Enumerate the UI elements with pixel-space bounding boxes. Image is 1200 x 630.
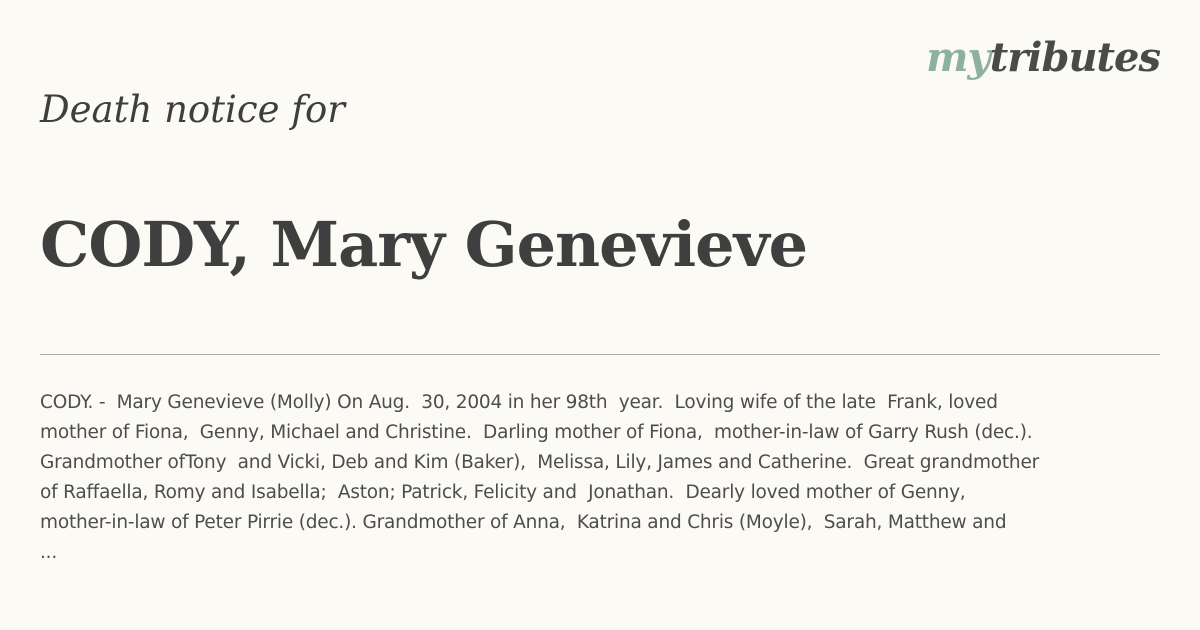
notice-line: mother-in-law of Peter Pirrie (dec.). Grandmother of Anna, Katrina and Chris (Moyle), Sarah, Matthew and	[40, 512, 1007, 533]
notice-line: CODY. - Mary Genevieve (Molly) On Aug. 30, 2004 in her 98th year. Loving wife of the late Frank, loved	[40, 392, 998, 413]
notice-ellipsis: ...	[40, 542, 58, 563]
notice-line: of Raffaella, Romy and Isabella; Aston; Patrick, Felicity and Jonathan. Dearly loved mother of Genny,	[40, 482, 966, 503]
divider	[40, 354, 1160, 355]
notice-line: Grandmother ofTony and Vicki, Deb and Kim (Baker), Melissa, Lily, James and Catherine. Great grandmother	[40, 452, 1040, 473]
notice-line: mother of Fiona, Genny, Michael and Christine. Darling mother of Fiona, mother-in-law of Garry Rush (dec.).	[40, 422, 1033, 443]
mytributes-logo[interactable]	[926, 34, 1160, 82]
logo-part-tributes: tributes	[989, 34, 1160, 81]
deceased-name: CODY, Mary Genevieve	[40, 208, 808, 281]
logo-part-my: my	[926, 34, 990, 81]
page-subtitle: Death notice for	[40, 88, 345, 131]
notice-text	[40, 388, 1160, 568]
